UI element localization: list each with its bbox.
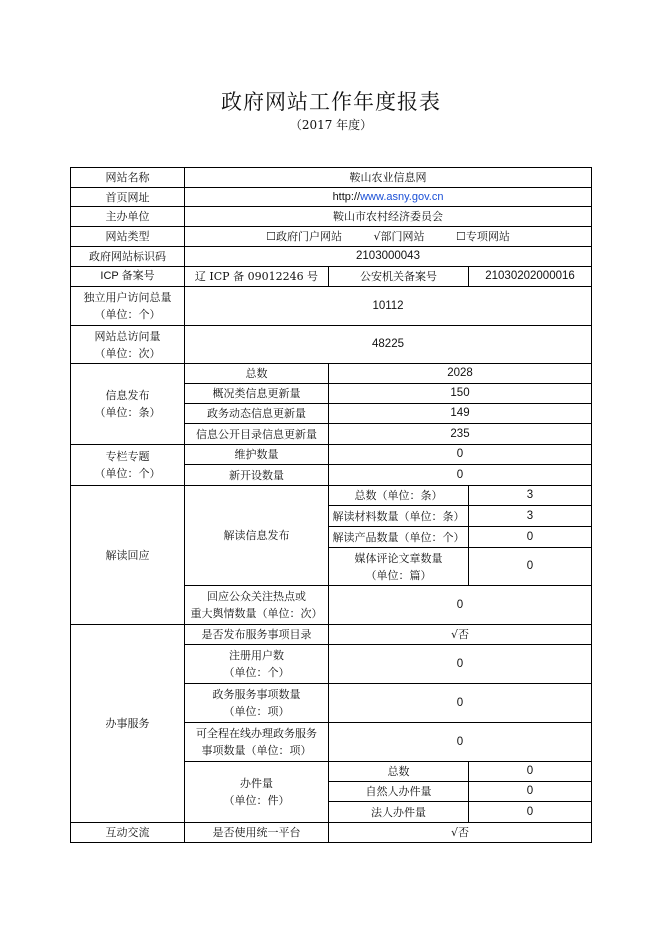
row-site-name	[71, 168, 592, 188]
pv-label-line1: 网站总访问量	[94, 329, 161, 343]
police-value: 21030202000016	[469, 267, 592, 287]
row-service-catalog	[71, 625, 592, 645]
site-type-option-special: ☐专项网站	[456, 230, 510, 243]
gov-id-value: 2103000043	[185, 247, 592, 267]
topic-label	[71, 445, 185, 486]
info-open-value: 235	[329, 424, 592, 445]
homepage-link[interactable]: www.asny.gov.cn	[360, 191, 444, 203]
topic-label-line2: （单位：个）	[94, 467, 161, 480]
row-icp	[71, 267, 592, 287]
service-cases-label-line2: （单位：件）	[223, 794, 290, 807]
info-overview-label: 概况类信息更新量	[185, 384, 329, 404]
sponsor-value: 鞍山市农村经济委员会	[185, 207, 592, 227]
interp-respond-label-line1: 回应公众关注热点或	[207, 590, 306, 603]
row-site-type	[71, 227, 592, 247]
info-label	[71, 364, 185, 445]
site-name-label: 网站名称	[71, 168, 185, 188]
service-label: 办事服务	[71, 625, 185, 823]
info-total-label: 总数	[185, 364, 329, 384]
interact-label: 互动交流	[71, 823, 185, 843]
service-items-label	[185, 684, 329, 723]
topic-label-line1: 专栏专题	[105, 450, 150, 463]
interp-total-value: 3	[469, 486, 592, 506]
interp-total-label: 总数（单位：条）	[329, 486, 469, 506]
interp-material-label: 解读材料数量（单位：条）	[329, 506, 469, 527]
service-cases-label	[185, 762, 329, 823]
row-interact	[71, 823, 592, 843]
service-items-label-line2: （单位：项）	[223, 705, 290, 718]
service-online-label	[185, 723, 329, 762]
info-total-value: 2028	[329, 364, 592, 384]
service-users-label-line1: 注册用户数	[229, 649, 284, 662]
row-unique-visitors	[71, 287, 592, 326]
interp-label: 解读回应	[71, 486, 185, 625]
uv-value: 10112	[185, 287, 592, 326]
info-label-line2: （单位：条）	[94, 406, 161, 419]
interp-media-label-line2: （单位：篇）	[365, 568, 432, 582]
row-interp-total	[71, 486, 592, 506]
page-subtitle: （2017 年度）	[289, 118, 373, 132]
pv-label-line2: （单位：次）	[94, 346, 161, 360]
homepage-label: 首页网址	[71, 188, 185, 207]
report-table	[70, 167, 592, 843]
gov-id-label: 政府网站标识码	[71, 247, 185, 267]
service-cases-person-label: 自然人办件量	[329, 782, 469, 802]
topic-maintain-label: 维护数量	[185, 445, 329, 465]
icp-value: 辽 ICP 备 09012246 号	[185, 267, 329, 287]
uv-label-line2: （单位：个）	[94, 308, 161, 321]
homepage-prefix: http://	[332, 191, 361, 203]
sponsor-label: 主办单位	[71, 207, 185, 227]
service-online-label-line2: 事项数量（单位：项）	[201, 744, 312, 757]
service-cases-label-line1: 办件量	[240, 777, 273, 790]
topic-new-label: 新开设数量	[185, 465, 329, 486]
service-online-label-line1: 可全程在线办理政务服务	[196, 727, 317, 740]
info-open-label: 信息公开目录信息更新量	[185, 424, 329, 445]
pv-label	[71, 326, 185, 364]
interp-media-label	[329, 548, 469, 586]
service-users-label	[185, 645, 329, 684]
interp-respond-label-line2: 重大舆情数量（单位：次）	[190, 607, 323, 620]
service-users-value: 0	[329, 645, 592, 684]
info-label-line1: 信息发布	[105, 389, 150, 402]
site-type-option-portal: ☐政府门户网站	[266, 230, 342, 243]
service-users-label-line2: （单位：个）	[223, 666, 290, 679]
info-news-value: 149	[329, 404, 592, 424]
service-items-label-line1: 政务服务事项数量	[212, 688, 301, 701]
interp-product-label: 解读产品数量（单位：个）	[329, 527, 469, 548]
info-news-label: 政务动态信息更新量	[185, 404, 329, 424]
interp-product-value: 0	[469, 527, 592, 548]
site-name-value: 鞍山农业信息网	[185, 168, 592, 188]
service-cases-legal-label: 法人办件量	[329, 802, 469, 823]
service-cases-legal-value: 0	[469, 802, 592, 823]
row-info-total	[71, 364, 592, 384]
icp-label: ICP 备案号	[71, 267, 185, 287]
pv-value: 48225	[185, 326, 592, 364]
interp-respond-label	[185, 586, 329, 625]
row-gov-id	[71, 247, 592, 267]
site-type-option-department: √部门网站	[373, 230, 425, 243]
uv-label-line1: 独立用户访问总量	[83, 291, 172, 304]
service-cases-total-label: 总数	[329, 762, 469, 782]
interp-respond-value: 0	[329, 586, 592, 625]
info-overview-value: 150	[329, 384, 592, 404]
topic-new-value: 0	[329, 465, 592, 486]
service-online-value: 0	[329, 723, 592, 762]
topic-maintain-value: 0	[329, 445, 592, 465]
site-type-label: 网站类型	[71, 227, 185, 247]
police-label: 公安机关备案号	[329, 267, 469, 287]
row-page-views	[71, 326, 592, 364]
service-catalog-value: √否	[329, 625, 592, 645]
homepage-value	[185, 188, 592, 207]
service-cases-total-value: 0	[469, 762, 592, 782]
interact-platform-label: 是否使用统一平台	[185, 823, 329, 843]
service-cases-person-value: 0	[469, 782, 592, 802]
row-topic-maintain	[71, 445, 592, 465]
interp-publish-label: 解读信息发布	[185, 486, 329, 586]
interp-media-value: 0	[469, 548, 592, 586]
row-homepage	[71, 188, 592, 207]
service-items-value: 0	[329, 684, 592, 723]
interact-platform-value: √否	[329, 823, 592, 843]
service-catalog-label: 是否发布服务事项目录	[185, 625, 329, 645]
interp-material-value: 3	[469, 506, 592, 527]
uv-label	[71, 287, 185, 326]
interp-media-label-line1: 媒体评论文章数量	[354, 551, 443, 565]
site-type-options	[185, 227, 592, 247]
page-title: 政府网站工作年度报表	[221, 90, 441, 114]
row-sponsor	[71, 207, 592, 227]
